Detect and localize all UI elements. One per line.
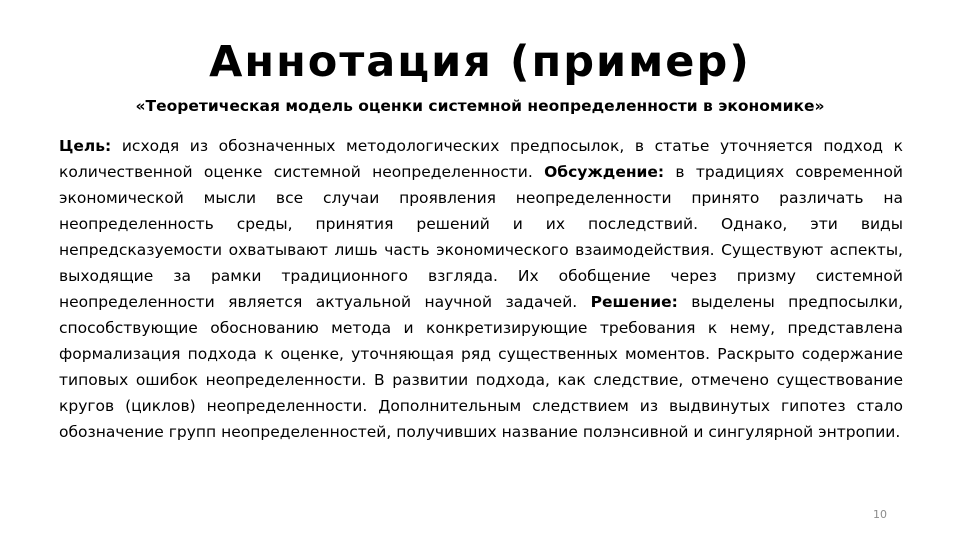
- solution-label: Решение:: [590, 293, 678, 311]
- discussion-text: в традициях современной экономической мысли все случаи проявления неопределенности принято различать на неопределенность среды, принятия решений и их последствий. Однако, эти виды непредсказуемости охватывают лишь часть экономического взаимодействия. Существуют аспекты, выходящие за рамки традиционного взгляда. Их обобщение через призму системной неопределенности является актуальной научной задачей.: [59, 163, 903, 311]
- annotation-body: [59, 133, 903, 445]
- slide-title: Аннотация (пример): [209, 37, 751, 87]
- slide-subtitle: «Теоретическая модель оценки системной неопределенности в экономике»: [135, 97, 825, 115]
- discussion-label: Обсуждение:: [544, 163, 665, 181]
- goal-text: исходя из обозначенных методологических предпосылок, в статье уточняется подход к количественной оценке системной неопределенности.: [59, 137, 903, 181]
- goal-label: Цель:: [59, 137, 112, 155]
- solution-text: выделены предпосылки, способствующие обоснованию метода и конкретизирующие требования к нему, представлена формализация подхода к оценке, уточняющая ряд существенных моментов. Раскрыто содержание типовых ошибок неопределенности. В развитии подхода, как следствие, отмечено существование кругов (циклов) неопределенности. Дополнительным следствием из выдвинутых гипотез стало обозначение групп неопределенностей, получивших название полэнсивной и сингулярной энтропии.: [59, 293, 903, 441]
- page-number: 10: [873, 508, 887, 521]
